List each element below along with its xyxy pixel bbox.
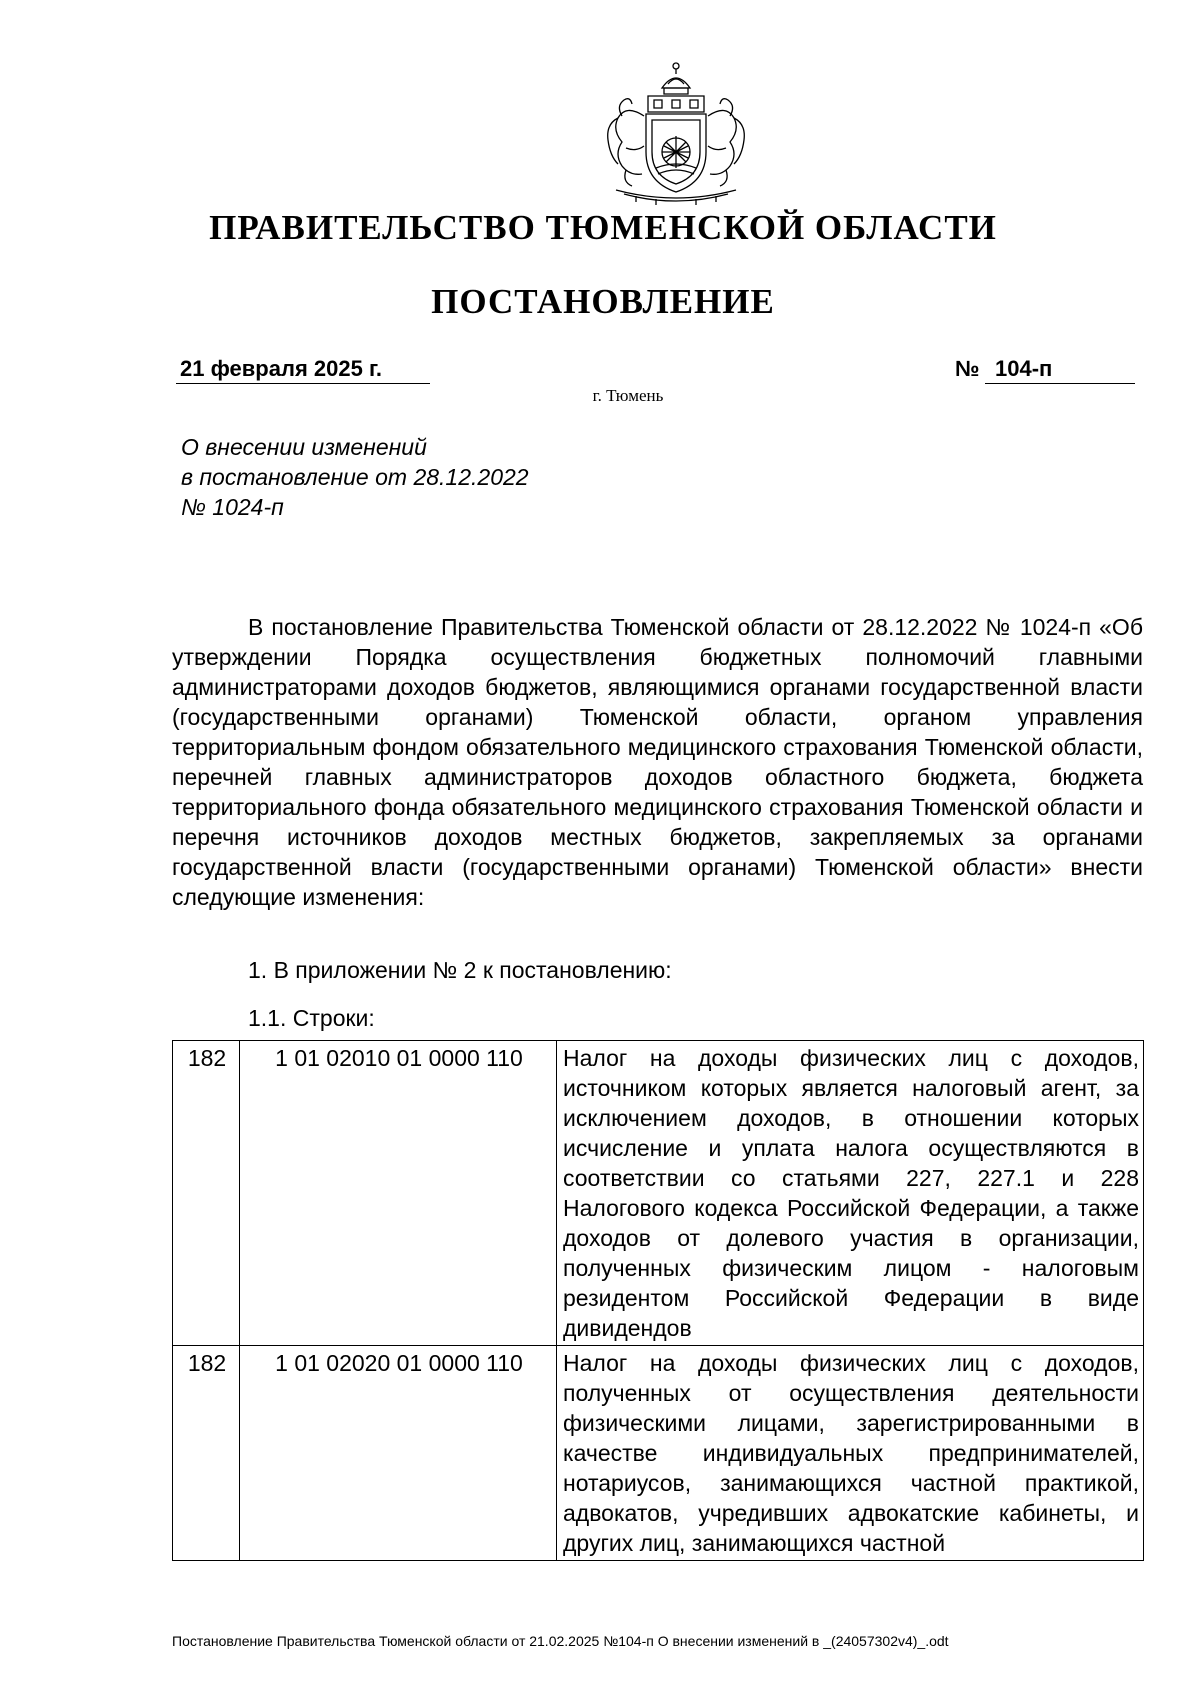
subject-line: О внесении изменений xyxy=(181,434,427,460)
coat-of-arms-icon xyxy=(596,56,756,206)
decree-number-label: № xyxy=(955,356,980,381)
revenue-name-cell: Налог на доходы физических лиц с доходов, источником которых является налоговый агент, за исключением доходов, в отношении которых исчисление и уплата налога осуществляются в соответствии со статьями 227, 227.1 и 228 Налогового кодекса Российской Федерации, а также доходов от долевого участия в организации, полученных физическим лицом - налоговым резидентом Российской Федерации в виде дивидендов xyxy=(557,1041,1144,1346)
decree-date: 21 февраля 2025 г. xyxy=(176,355,430,384)
intro-paragraph: В постановление Правительства Тюменской области от 28.12.2022 № 1024-п «Об утверждении Порядка осуществления бюджетных полномочий главными администраторами доходов бюджетов, являющимися органами государственной власти (государственными органами) Тюменской области, органом управления территориальным фондом обязательного медицинского страхования Тюменской области, перечней главных администраторов доходов областного бюджета, бюджета территориального фонда обязательного медицинского страхования Тюменской области и перечня источников доходов местных бюджетов, закрепляемых за органами государственной власти (государственными органами) Тюменской области» внести следующие изменения: xyxy=(172,614,1143,910)
subject-line: в постановление от 28.12.2022 xyxy=(181,464,529,490)
item-1-1: 1.1. Строки: xyxy=(248,1005,375,1031)
document-type-title: ПОСТАНОВЛЕНИЕ xyxy=(431,282,775,321)
document-footer: Постановление Правительства Тюменской области от 21.02.2025 №104-п О внесении изменений в _(24057302v4)_.odt xyxy=(172,1633,949,1649)
table-row xyxy=(173,1346,1144,1561)
table-row xyxy=(173,1041,1144,1346)
subject-line: № 1024-п xyxy=(181,494,284,520)
budget-code-cell: 1 01 02010 01 0000 110 xyxy=(240,1041,557,1346)
budget-code-cell: 1 01 02020 01 0000 110 xyxy=(240,1346,557,1561)
item-1: 1. В приложении № 2 к постановлению: xyxy=(248,957,672,983)
government-title: ПРАВИТЕЛЬСТВО ТЮМЕНСКОЙ ОБЛАСТИ xyxy=(209,208,997,247)
admin-code-cell: 182 xyxy=(173,1041,240,1346)
admin-code-cell: 182 xyxy=(173,1346,240,1561)
decree-subject xyxy=(181,432,641,522)
revenue-name-cell: Налог на доходы физических лиц с доходов, полученных от осуществления деятельности физическими лицами, зарегистрированными в качестве индивидуальных предпринимателей, нотариусов, занимающихся частной практикой, адвокатов, учредивших адвокатские кабинеты, и других лиц, занимающихся частной xyxy=(557,1346,1144,1561)
city-name: г. Тюмень xyxy=(592,386,664,405)
revenue-codes-table xyxy=(172,1040,1144,1561)
decree-number: 104-п xyxy=(985,355,1135,384)
